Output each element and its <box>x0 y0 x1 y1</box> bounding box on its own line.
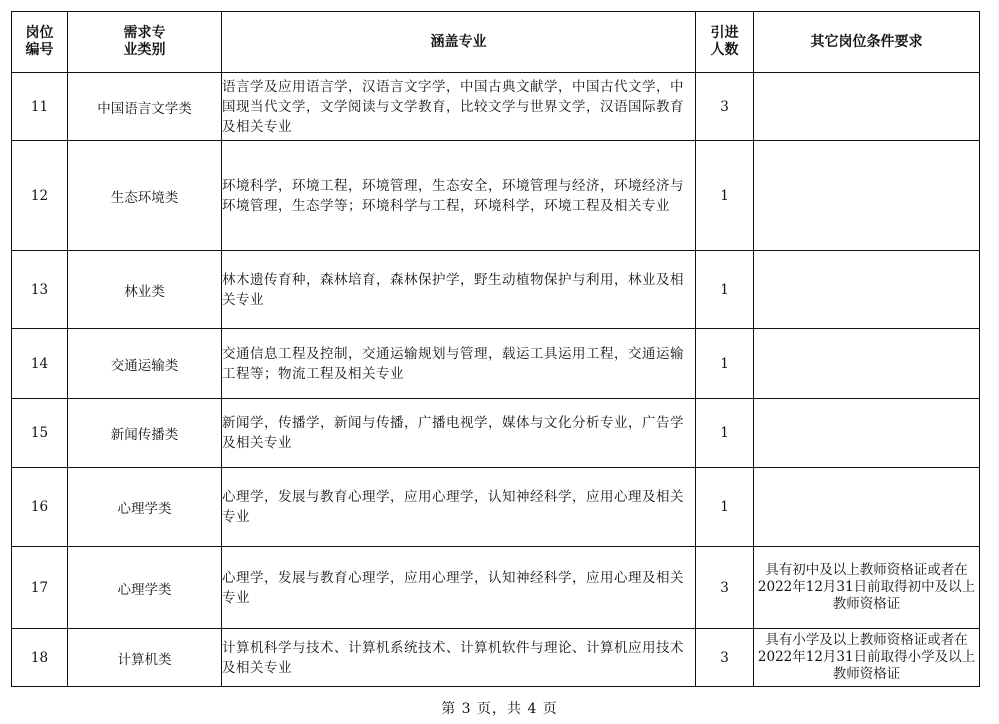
conditions <box>754 399 980 468</box>
header-conditions: 其它岗位条件要求 <box>754 12 980 73</box>
count: 1 <box>696 468 754 547</box>
header-position-no: 岗位 编号 <box>12 12 68 73</box>
category: 中国语言文学类 <box>68 73 222 141</box>
category: 心理学类 <box>68 468 222 547</box>
conditions: 具有小学及以上教师资格证或者在2022年12月31日前取得小学及以上教师资格证 <box>754 629 980 687</box>
conditions <box>754 141 980 251</box>
majors: 心理学，发展与教育心理学，应用心理学，认知神经科学，应用心理及相关专业 <box>222 547 696 629</box>
job-requirements-table <box>11 11 980 687</box>
category: 计算机类 <box>68 629 222 687</box>
table-row <box>12 547 980 629</box>
conditions <box>754 251 980 329</box>
table-row <box>12 73 980 141</box>
position-no: 15 <box>12 399 68 468</box>
position-no: 16 <box>12 468 68 547</box>
position-no: 17 <box>12 547 68 629</box>
count: 1 <box>696 329 754 399</box>
header-category: 需求专 业类别 <box>68 12 222 73</box>
category: 生态环境类 <box>68 141 222 251</box>
conditions <box>754 468 980 547</box>
table-row <box>12 629 980 687</box>
majors: 交通信息工程及控制，交通运输规划与管理，载运工具运用工程，交通运输工程等；物流工程及相关专业 <box>222 329 696 399</box>
count: 1 <box>696 399 754 468</box>
count: 1 <box>696 251 754 329</box>
position-no: 18 <box>12 629 68 687</box>
count: 1 <box>696 141 754 251</box>
header-count: 引进 人数 <box>696 12 754 73</box>
majors: 新闻学，传播学，新闻与传播，广播电视学，媒体与文化分析专业，广告学及相关专业 <box>222 399 696 468</box>
category: 林业类 <box>68 251 222 329</box>
page-indicator: 第 3 页，共 4 页 <box>441 701 558 717</box>
table-row <box>12 251 980 329</box>
count: 3 <box>696 547 754 629</box>
position-no: 12 <box>12 141 68 251</box>
majors: 环境科学，环境工程，环境管理，生态安全，环境管理与经济，环境经济与环境管理，生态学等；环境科学与工程，环境科学，环境工程及相关专业 <box>222 141 696 251</box>
table-row <box>12 468 980 547</box>
conditions <box>754 329 980 399</box>
majors: 林木遗传育种，森林培育，森林保护学，野生动植物保护与利用，林业及相关专业 <box>222 251 696 329</box>
table-row <box>12 329 980 399</box>
majors: 语言学及应用语言学，汉语言文字学，中国古典文献学，中国古代文学，中国现当代文学，文学阅读与文学教育，比较文学与世界文学，汉语国际教育及相关专业 <box>222 73 696 141</box>
majors: 心理学，发展与教育心理学，应用心理学，认知神经科学，应用心理及相关专业 <box>222 468 696 547</box>
position-no: 13 <box>12 251 68 329</box>
table-row <box>12 399 980 468</box>
count: 3 <box>696 629 754 687</box>
position-no: 11 <box>12 73 68 141</box>
position-no: 14 <box>12 329 68 399</box>
count: 3 <box>696 73 754 141</box>
category: 交通运输类 <box>68 329 222 399</box>
conditions <box>754 73 980 141</box>
category: 心理学类 <box>68 547 222 629</box>
table-row <box>12 141 980 251</box>
header-majors: 涵盖专业 <box>222 12 696 73</box>
majors: 计算机科学与技术、计算机系统技术、计算机软件与理论、计算机应用技术及相关专业 <box>222 629 696 687</box>
category: 新闻传播类 <box>68 399 222 468</box>
conditions: 具有初中及以上教师资格证或者在2022年12月31日前取得初中及以上教师资格证 <box>754 547 980 629</box>
table-header-row <box>12 12 980 73</box>
